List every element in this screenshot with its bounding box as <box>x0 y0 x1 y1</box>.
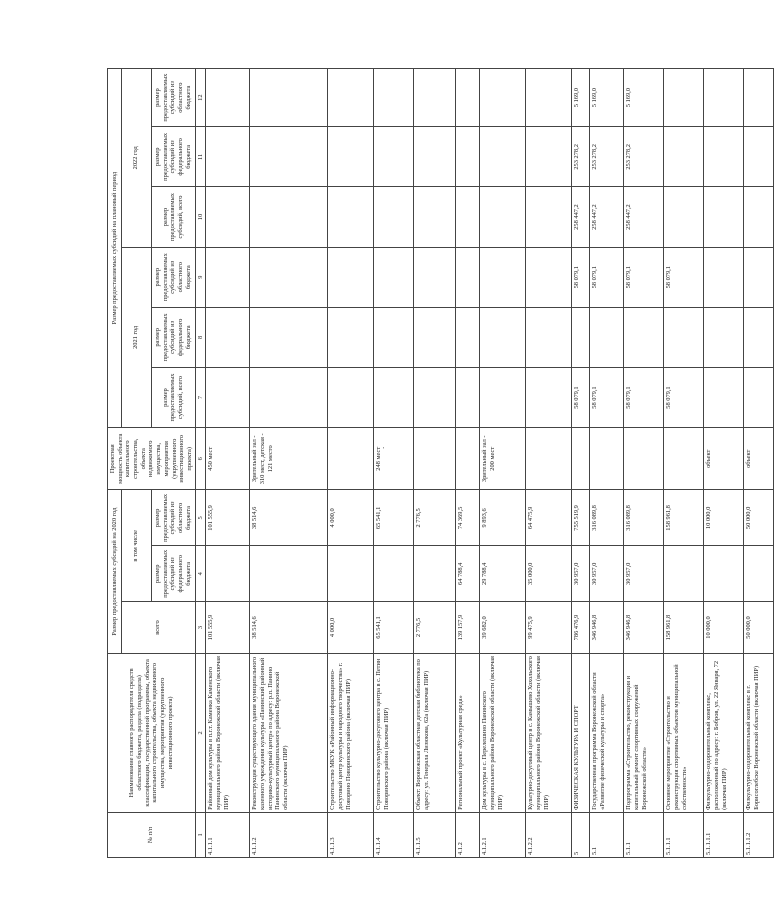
cell-reg: 158 961,8 <box>664 490 704 546</box>
cell-t22 <box>526 187 572 247</box>
cell-name: Дом культуры в с. Перелешино Панинского муниципального района Воронежской области (включая ПИР) <box>480 653 526 812</box>
col-fed-2022-header: размер предоставляемых субсидий из федерального бюджета <box>151 127 195 187</box>
cell-name: Государственная программа Воронежской области «Развитие физической культуры и спорта» <box>590 653 624 812</box>
cell-total: 158 961,8 <box>664 602 704 654</box>
cell-cap <box>590 428 624 490</box>
cell-reg: 74 369,5 <box>456 490 480 546</box>
cell-r22: 5 169,0 <box>590 69 624 127</box>
cell-t22 <box>374 187 414 247</box>
cell-t22 <box>328 187 374 247</box>
cell-t21 <box>414 367 456 427</box>
col-plan-header: Размер предоставляемых субсидий на плановый период <box>108 69 122 428</box>
cell-reg: 9 893,6 <box>480 490 526 546</box>
cell-reg: 2 776,5 <box>414 490 456 546</box>
cell-fed: 30 957,0 <box>624 546 664 602</box>
cell-f22 <box>744 127 774 187</box>
col-2021-header: 2021 год <box>122 247 152 428</box>
cell-fed <box>250 546 328 602</box>
cell-name: Объект: Воронежская областная детская библиотека по адресу: ул. Генерала Лизюкова, 62а (включая ПИР) <box>414 653 456 812</box>
cell-total: 2 776,5 <box>414 602 456 654</box>
col-total-2022-header: размер предоставляемых субсидий, всего <box>151 187 195 247</box>
col-number: 7 <box>195 367 206 427</box>
cell-f21 <box>414 307 456 367</box>
cell-r22 <box>328 69 374 127</box>
cell-reg: 50 000,0 <box>744 490 774 546</box>
col-incl-header: в том числе <box>122 490 152 602</box>
table-body <box>206 69 774 858</box>
cell-fed <box>704 546 744 602</box>
cell-r22 <box>526 69 572 127</box>
col-reg-2021-header: размер предоставляемых субсидий из областного бюджета <box>151 247 195 307</box>
cell-name: Культурно-досуговый центр в с. Камышево Хохольского муниципального района Воронежской области (включая ПИР) <box>526 653 572 812</box>
cell-fed <box>414 546 456 602</box>
cell-total: 99 475,9 <box>526 602 572 654</box>
cell-r22 <box>250 69 328 127</box>
cell-r21 <box>456 247 480 307</box>
cell-f21 <box>572 307 590 367</box>
cell-r22 <box>664 69 704 127</box>
cell-total: 39 682,0 <box>480 602 526 654</box>
rotated-table-frame <box>107 68 760 858</box>
cell-cap: 450 мест <box>206 428 250 490</box>
cell-reg: 10 000,0 <box>704 490 744 546</box>
cell-no: 5.1 <box>590 812 624 857</box>
cell-t22: 258 447,2 <box>590 187 624 247</box>
col-number: 4 <box>195 546 206 602</box>
cell-no: 4.1.2.1 <box>480 812 526 857</box>
cell-f21 <box>744 307 774 367</box>
table-row <box>250 69 328 858</box>
cell-f22 <box>456 127 480 187</box>
cell-r21: 58 079,1 <box>572 247 590 307</box>
cell-total: 786 476,9 <box>572 602 590 654</box>
cell-f21 <box>480 307 526 367</box>
cell-total: 4 000,0 <box>328 602 374 654</box>
cell-t22: 258 447,2 <box>624 187 664 247</box>
cell-cap <box>664 428 704 490</box>
col-reg-2022-header: размер предоставляемых субсидий из областного бюджета <box>151 69 195 127</box>
cell-reg: 4 000,0 <box>328 490 374 546</box>
table-row <box>590 69 624 858</box>
cell-r22: 5 169,0 <box>572 69 590 127</box>
cell-t21 <box>704 367 744 427</box>
table-row <box>664 69 704 858</box>
cell-name: Физкультурно-оздоровительный комплекс в г. Борисоглебске Воронежской области (включая ПИР) <box>744 653 774 812</box>
cell-no: 5.1.1.1.2 <box>744 812 774 857</box>
cell-t22 <box>414 187 456 247</box>
table-row <box>456 69 480 858</box>
col-2022-header: 2022 год <box>122 69 152 248</box>
cell-r22 <box>414 69 456 127</box>
cell-no: 5.1.1 <box>624 812 664 857</box>
cell-no: 4.1.1.5 <box>414 812 456 857</box>
cell-name: Районный дом культуры в п.г.т. Каменка Каменского муниципального района Воронежской области (включая ПИР) <box>206 653 250 812</box>
cell-no: 4.1.1.2 <box>250 812 328 857</box>
cell-f21 <box>664 307 704 367</box>
cell-r21: 58 079,1 <box>624 247 664 307</box>
cell-name: Физкультурно-оздоровительный комплекс, расположенный по адресу: г. Бобров, ул. 22 Января, 72 (включая ПИР) <box>704 653 744 812</box>
cell-f21 <box>624 307 664 367</box>
cell-f21 <box>374 307 414 367</box>
cell-t21 <box>744 367 774 427</box>
col-total-header: всего <box>122 602 196 654</box>
cell-r22 <box>704 69 744 127</box>
col-number: 10 <box>195 187 206 247</box>
cell-f22 <box>480 127 526 187</box>
cell-fed: 30 957,0 <box>590 546 624 602</box>
cell-cap: Зрительный зал - 310 мест, детская - 121 место <box>250 428 328 490</box>
cell-r21 <box>526 247 572 307</box>
cell-r22 <box>744 69 774 127</box>
cell-fed <box>374 546 414 602</box>
table-row <box>480 69 526 858</box>
cell-no: 5.1.1.1 <box>664 812 704 857</box>
cell-reg: 316 089,8 <box>624 490 664 546</box>
cell-f21 <box>328 307 374 367</box>
col-capacity-header: Проектная мощность объекта капитального строительства, объекта недвижимого имущества, мероприятия (укрупненного инвестиционного проекта) <box>108 428 196 490</box>
cell-fed <box>664 546 704 602</box>
cell-no: 4.1.1.3 <box>328 812 374 857</box>
cell-t21 <box>328 367 374 427</box>
cell-reg: 316 089,8 <box>590 490 624 546</box>
cell-f21 <box>206 307 250 367</box>
cell-t21 <box>250 367 328 427</box>
col-number: 1 <box>195 812 206 857</box>
col-number: 2 <box>195 653 206 812</box>
cell-r21 <box>744 247 774 307</box>
cell-t21: 58 079,1 <box>664 367 704 427</box>
cell-f22 <box>374 127 414 187</box>
cell-r21: 58 079,1 <box>590 247 624 307</box>
cell-no: 4.1.1.4 <box>374 812 414 857</box>
cell-t22 <box>664 187 704 247</box>
cell-name: Строительство культурно-досугового центра в с. Петин Поворинского района (включая ПИР) <box>374 653 414 812</box>
col-2020-header: Размер предоставляемых субсидий на 2020 год <box>108 490 122 653</box>
cell-r21 <box>206 247 250 307</box>
cell-r21 <box>414 247 456 307</box>
cell-cap: объект <box>744 428 774 490</box>
col-number: 12 <box>195 69 206 127</box>
cell-t22: 258 447,2 <box>572 187 590 247</box>
cell-f22: 253 278,2 <box>590 127 624 187</box>
col-fed-2020-header: размер предоставляемых субсидий из федерального бюджета <box>151 546 195 602</box>
cell-total: 101 555,9 <box>206 602 250 654</box>
cell-f22: 253 278,2 <box>572 127 590 187</box>
cell-r21 <box>328 247 374 307</box>
col-number: 9 <box>195 247 206 307</box>
cell-t22 <box>456 187 480 247</box>
cell-name: Строительство МКУК «Районный информационно-досуговый центр культуры и народного творчества» г. Поворино Поворинского района (включая ПИР) <box>328 653 374 812</box>
table-row <box>328 69 374 858</box>
cell-f22 <box>206 127 250 187</box>
table-row <box>704 69 744 858</box>
cell-fed <box>206 546 250 602</box>
cell-r22 <box>374 69 414 127</box>
cell-total: 50 000,0 <box>744 602 774 654</box>
cell-no: 5 <box>572 812 590 857</box>
cell-total: 10 000,0 <box>704 602 744 654</box>
cell-r21 <box>480 247 526 307</box>
cell-name: Региональный проект «Культурная среда» <box>456 653 480 812</box>
table-row <box>572 69 590 858</box>
cell-f22 <box>664 127 704 187</box>
col-total-2021-header: размер предоставляемых субсидий, всего <box>151 367 195 427</box>
col-reg-2020-header: размер предоставляемых субсидий из областного бюджета <box>151 490 195 546</box>
cell-t21 <box>526 367 572 427</box>
stray-mark: ' <box>383 446 385 454</box>
cell-r22 <box>480 69 526 127</box>
cell-cap <box>414 428 456 490</box>
cell-fed: 30 957,0 <box>572 546 590 602</box>
cell-cap: Зрительный зал - 200 мест <box>480 428 526 490</box>
cell-cap <box>526 428 572 490</box>
cell-no: 4.1.2 <box>456 812 480 857</box>
cell-reg: 65 541,1 <box>374 490 414 546</box>
cell-f21 <box>526 307 572 367</box>
cell-f22 <box>328 127 374 187</box>
cell-fed <box>744 546 774 602</box>
col-number: 11 <box>195 127 206 187</box>
cell-f22: 253 278,2 <box>624 127 664 187</box>
cell-f22 <box>526 127 572 187</box>
cell-reg: 755 519,9 <box>572 490 590 546</box>
cell-total: 38 514,6 <box>250 602 328 654</box>
cell-total: 139 157,9 <box>456 602 480 654</box>
cell-t21: 58 079,1 <box>624 367 664 427</box>
cell-t21 <box>480 367 526 427</box>
cell-r22 <box>206 69 250 127</box>
cell-t22 <box>744 187 774 247</box>
cell-reg: 64 475,9 <box>526 490 572 546</box>
table-row <box>526 69 572 858</box>
cell-f22 <box>250 127 328 187</box>
cell-name: Реконструкция существующего здания муниципального казенного учреждения культуры «Панинский районный историко-культурный центр» по адресу: р.п. Панино Панинского муниципального района Воронежской области (включая ПИР) <box>250 653 328 812</box>
cell-t21: 58 079,1 <box>572 367 590 427</box>
table-row <box>374 69 414 858</box>
cell-cap: объект <box>704 428 744 490</box>
cell-total: 346 946,8 <box>624 602 664 654</box>
col-number: 5 <box>195 490 206 546</box>
cell-f22 <box>414 127 456 187</box>
cell-no: 4.1.1.1 <box>206 812 250 857</box>
cell-total: 65 541,1 <box>374 602 414 654</box>
table-row <box>414 69 456 858</box>
col-number: 6 <box>195 428 206 490</box>
cell-t21 <box>456 367 480 427</box>
cell-t21 <box>206 367 250 427</box>
cell-cap <box>572 428 590 490</box>
cell-reg: 38 514,6 <box>250 490 328 546</box>
cell-reg: 101 555,9 <box>206 490 250 546</box>
cell-cap <box>456 428 480 490</box>
col-no-header: № п/п <box>108 812 196 857</box>
cell-t22 <box>206 187 250 247</box>
cell-total: 346 946,8 <box>590 602 624 654</box>
cell-f21 <box>456 307 480 367</box>
col-number: 3 <box>195 602 206 654</box>
cell-f22 <box>704 127 744 187</box>
cell-t21 <box>374 367 414 427</box>
cell-t22 <box>250 187 328 247</box>
cell-r22: 5 169,0 <box>624 69 664 127</box>
subsidy-table <box>107 68 774 858</box>
cell-cap: 248 мест <box>374 428 414 490</box>
col-fed-2021-header: размер предоставляемых субсидий из федерального бюджета <box>151 307 195 367</box>
cell-t22 <box>704 187 744 247</box>
cell-r21 <box>250 247 328 307</box>
cell-r22 <box>456 69 480 127</box>
cell-name: Подпрограмма «Строительство, реконструкция и капитальный ремонт спортивных сооружений Воронежской области» <box>624 653 664 812</box>
table-row <box>744 69 774 858</box>
cell-name: ФИЗИЧЕСКАЯ КУЛЬТУРА И СПОРТ <box>572 653 590 812</box>
cell-f21 <box>704 307 744 367</box>
cell-fed: 35 000,0 <box>526 546 572 602</box>
cell-r21 <box>704 247 744 307</box>
cell-t22 <box>480 187 526 247</box>
cell-r21: 58 079,1 <box>664 247 704 307</box>
cell-no: 4.1.2.2 <box>526 812 572 857</box>
table-row <box>624 69 664 858</box>
cell-r21 <box>374 247 414 307</box>
cell-cap <box>328 428 374 490</box>
cell-cap <box>624 428 664 490</box>
cell-no: 5.1.1.1.1 <box>704 812 744 857</box>
cell-fed: 64 788,4 <box>456 546 480 602</box>
cell-name: Основное мероприятие «Строительство и реконструкция спортивных объектов муниципальной собственности» <box>664 653 704 812</box>
cell-fed: 29 788,4 <box>480 546 526 602</box>
table-row <box>206 69 250 858</box>
cell-f21 <box>590 307 624 367</box>
col-number: 8 <box>195 307 206 367</box>
cell-f21 <box>250 307 328 367</box>
col-name-header: Наименование главного распорядителя средств областного бюджета, раздела (подраздела) классификации, государственной программы, объекта капитального строительства, объекта недвижимого имущества, мероприятия (укрупненного инвестиционного проекта) <box>108 653 196 812</box>
cell-fed <box>328 546 374 602</box>
cell-t21: 58 079,1 <box>590 367 624 427</box>
